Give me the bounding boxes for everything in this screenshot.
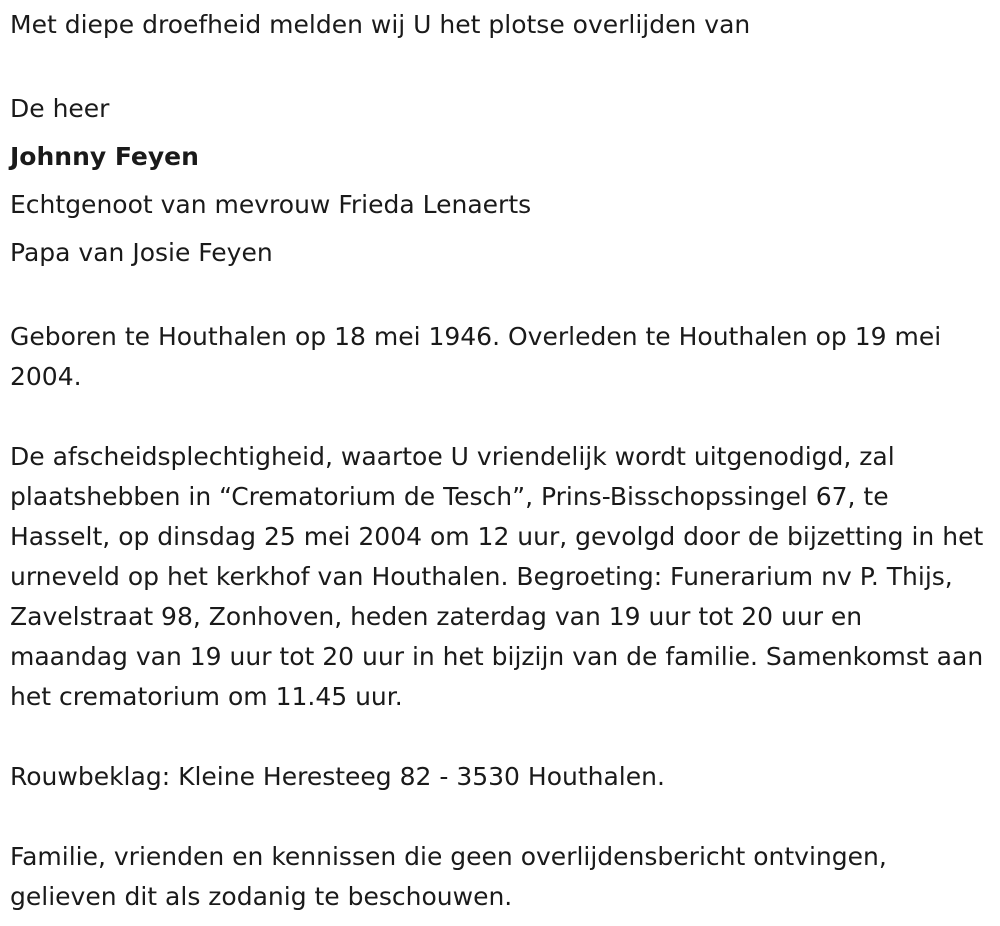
ceremony-paragraph: De afscheidsplechtigheid, waartoe U vriendelijk wordt uitgenodigd, zal plaatshebben in “Crematorium de Tesch”, Prins-Bisschopssingel 67, te Hasselt, op dinsdag 25 mei 2004 om 12 uur, gevolgd door de bijzetting in het urneveld op het kerkhof van Houthalen. Begroeting: Funerarium nv P. Thijs, Zavelstraat 98, Zonhoven, heden zaterdag van 19 uur tot 20 uur en maandag van 19 uur tot 20 uur in het bijzijn van de familie. Samenkomst aan het crematorium om 11.45 uur. xyxy=(10,442,984,711)
parent-line: Papa van Josie Feyen xyxy=(10,238,273,267)
spacer xyxy=(10,717,990,757)
intro-text: Met diepe droefheid melden wij U het plotse overlijden van xyxy=(10,10,751,39)
honorific: De heer xyxy=(10,94,110,123)
condolence-address: Rouwbeklag: Kleine Heresteeg 82 - 3530 Houthalen. xyxy=(10,762,665,791)
spacer xyxy=(10,797,990,837)
birth-death-paragraph: Geboren te Houthalen op 18 mei 1946. Overleden te Houthalen op 19 mei 2004. xyxy=(10,322,942,391)
spouse-line: Echtgenoot van mevrouw Frieda Lenaerts xyxy=(10,190,532,219)
spacer xyxy=(10,277,990,317)
deceased-name: Johnny Feyen xyxy=(10,142,199,171)
spacer xyxy=(10,45,990,85)
closing-paragraph: Familie, vrienden en kennissen die geen overlijdensbericht ontvingen, gelieven dit als zodanig te beschouwen. xyxy=(10,842,887,911)
spacer xyxy=(10,397,990,437)
